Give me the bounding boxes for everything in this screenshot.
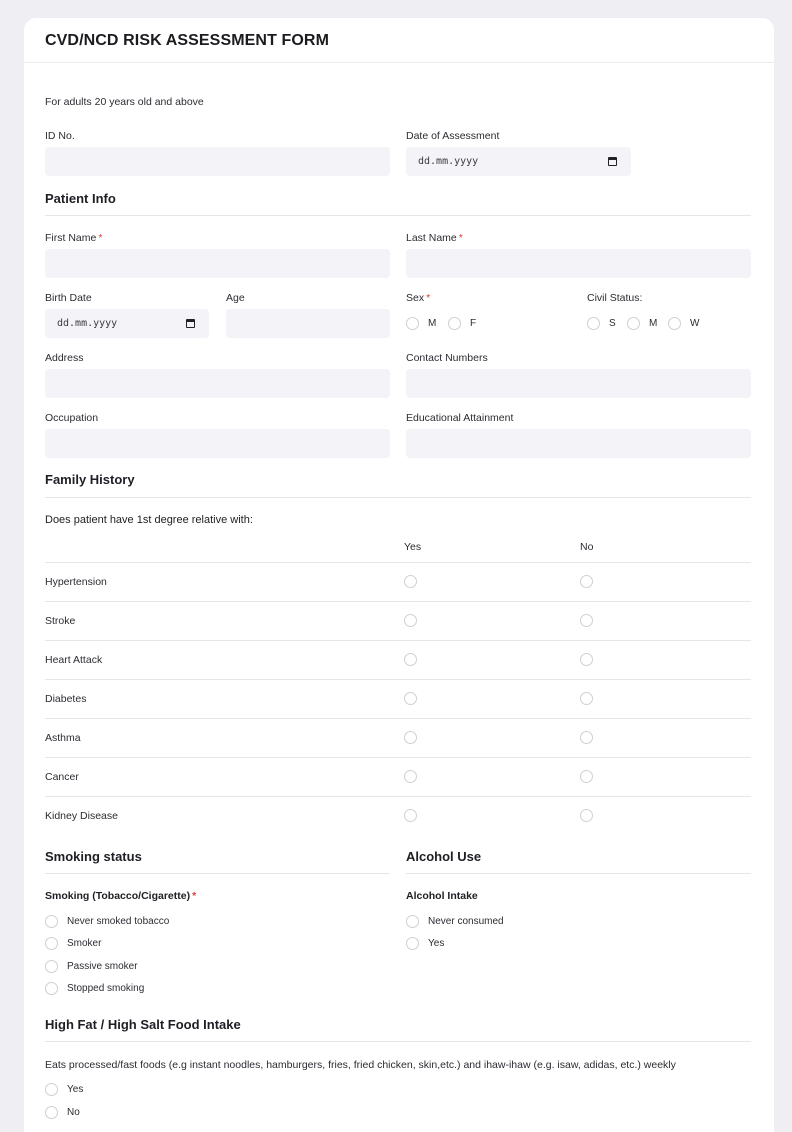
- sex-f-radio[interactable]: [448, 317, 461, 330]
- table-row-divider: [45, 679, 751, 680]
- food-yes-radio[interactable]: [45, 1083, 58, 1096]
- table-row-divider: [45, 562, 751, 563]
- smoking-stopped-radio[interactable]: [45, 982, 58, 995]
- age-label: Age: [226, 292, 245, 304]
- condition-yes-radio[interactable]: [404, 575, 417, 588]
- table-row-divider: [45, 601, 751, 602]
- smoking-smoker-label: Smoker: [67, 938, 102, 949]
- condition-label: Hypertension: [45, 576, 107, 588]
- alcohol-yes-radio[interactable]: [406, 937, 419, 950]
- birth-date-input[interactable]: [45, 309, 209, 338]
- first-name-input[interactable]: [45, 249, 390, 278]
- condition-yes-radio[interactable]: [404, 770, 417, 783]
- family-history-question: Does patient have 1st degree relative with:: [45, 514, 253, 526]
- patient-info-divider: [45, 215, 751, 216]
- address-input[interactable]: [45, 369, 390, 398]
- table-row-divider: [45, 796, 751, 797]
- col-no-header: No: [580, 541, 594, 553]
- condition-yes-radio[interactable]: [404, 614, 417, 627]
- occupation-label: Occupation: [45, 412, 99, 424]
- sex-f-label: F: [470, 318, 477, 329]
- high-fat-divider: [45, 1041, 751, 1042]
- condition-no-radio[interactable]: [580, 809, 593, 822]
- section-alcohol-use: Alcohol Use: [406, 849, 482, 864]
- educational-attainment-label: Educational Attainment: [406, 412, 514, 424]
- birth-date-label: Birth Date: [45, 292, 92, 304]
- food-yes-label: Yes: [67, 1084, 84, 1095]
- id-no-input[interactable]: [45, 147, 390, 176]
- condition-no-radio[interactable]: [580, 770, 593, 783]
- condition-label: Stroke: [45, 615, 76, 627]
- alcohol-intake-label: Alcohol Intake: [406, 890, 478, 902]
- address-label: Address: [45, 352, 84, 364]
- condition-no-radio[interactable]: [580, 575, 593, 588]
- civil-status-label: Civil Status:: [587, 292, 643, 304]
- smoking-never-radio[interactable]: [45, 915, 58, 928]
- smoking-never-label: Never smoked tobacco: [67, 916, 170, 927]
- contact-numbers-label: Contact Numbers: [406, 352, 488, 364]
- form-subtitle: For adults 20 years old and above: [45, 96, 204, 108]
- condition-yes-radio[interactable]: [404, 692, 417, 705]
- smoking-passive-radio[interactable]: [45, 960, 58, 973]
- date-of-assessment-label: Date of Assessment: [406, 130, 500, 142]
- table-row-divider: [45, 718, 751, 719]
- civil-s-radio[interactable]: [587, 317, 600, 330]
- age-input[interactable]: [226, 309, 390, 338]
- section-smoking-status: Smoking status: [45, 849, 142, 864]
- smoking-stopped-label: Stopped smoking: [67, 983, 145, 994]
- calendar-icon[interactable]: [608, 157, 617, 166]
- section-patient-info: Patient Info: [45, 191, 116, 206]
- section-high-fat: High Fat / High Salt Food Intake: [45, 1017, 241, 1032]
- smoking-smoker-radio[interactable]: [45, 937, 58, 950]
- contact-numbers-input[interactable]: [406, 369, 751, 398]
- civil-m-label: M: [649, 318, 658, 329]
- condition-no-radio[interactable]: [580, 692, 593, 705]
- alcohol-divider: [406, 873, 751, 874]
- condition-label: Cancer: [45, 771, 79, 783]
- condition-no-radio[interactable]: [580, 653, 593, 666]
- civil-s-label: S: [609, 318, 616, 329]
- food-no-label: No: [67, 1107, 80, 1118]
- sex-m-label: M: [428, 318, 437, 329]
- form-card: [24, 18, 774, 1132]
- header-divider: [24, 62, 774, 63]
- food-question: Eats processed/fast foods (e.g instant noodles, hamburgers, fries, fried chicken, skin,etc.) and ihaw-ihaw (e.g. isaw, adidas, etc.) weekly: [45, 1059, 676, 1071]
- family-history-divider: [45, 497, 751, 498]
- sex-label: Sex *: [406, 292, 431, 304]
- food-no-radio[interactable]: [45, 1106, 58, 1119]
- civil-w-radio[interactable]: [668, 317, 681, 330]
- date-of-assessment-placeholder: dd.mm.yyyy: [418, 156, 479, 167]
- condition-no-radio[interactable]: [580, 731, 593, 744]
- smoking-passive-label: Passive smoker: [67, 961, 138, 972]
- birth-date-placeholder: dd.mm.yyyy: [57, 318, 118, 329]
- section-family-history: Family History: [45, 472, 135, 487]
- last-name-label: Last Name *: [406, 232, 463, 244]
- id-no-label: ID No.: [45, 130, 75, 142]
- alcohol-never-radio[interactable]: [406, 915, 419, 928]
- occupation-input[interactable]: [45, 429, 390, 458]
- condition-label: Kidney Disease: [45, 810, 118, 822]
- educational-attainment-input[interactable]: [406, 429, 751, 458]
- first-name-label: First Name *: [45, 232, 103, 244]
- table-row-divider: [45, 757, 751, 758]
- form-title: CVD/NCD RISK ASSESSMENT FORM: [45, 32, 330, 49]
- alcohol-never-label: Never consumed: [428, 916, 504, 927]
- condition-yes-radio[interactable]: [404, 731, 417, 744]
- condition-yes-radio[interactable]: [404, 653, 417, 666]
- condition-no-radio[interactable]: [580, 614, 593, 627]
- alcohol-yes-label: Yes: [428, 938, 445, 949]
- condition-yes-radio[interactable]: [404, 809, 417, 822]
- condition-label: Heart Attack: [45, 654, 103, 666]
- smoking-label: Smoking (Tobacco/Cigarette) *: [45, 890, 197, 902]
- condition-label: Asthma: [45, 732, 81, 744]
- smoking-divider: [45, 873, 390, 874]
- calendar-icon[interactable]: [186, 319, 195, 328]
- last-name-input[interactable]: [406, 249, 751, 278]
- sex-m-radio[interactable]: [406, 317, 419, 330]
- civil-w-label: W: [690, 318, 700, 329]
- date-of-assessment-input[interactable]: [406, 147, 631, 176]
- civil-m-radio[interactable]: [627, 317, 640, 330]
- col-yes-header: Yes: [404, 541, 422, 553]
- table-row-divider: [45, 640, 751, 641]
- condition-label: Diabetes: [45, 693, 87, 705]
